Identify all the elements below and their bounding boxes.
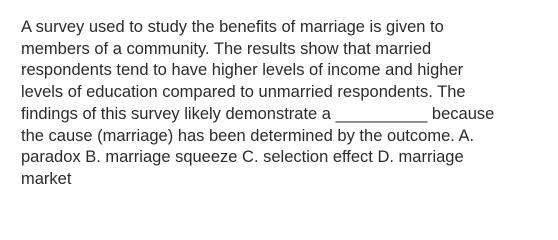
question-line: levels of education compared to unmarried respondents. The [21,83,466,102]
question-text [21,17,551,191]
question-line: members of a community. The results show that married [21,39,432,58]
question-line: respondents tend to have higher levels of income and higher [21,61,464,80]
question-line: market [21,169,72,188]
question-line: A survey used to study the benefits of marriage is given to [21,18,444,36]
question-line: findings of this survey likely demonstrate a __________ because [21,104,495,123]
question-line: the cause (marriage) has been determined by the outcome. A. [21,126,475,145]
question-line: paradox B. marriage squeeze C. selection effect D. marriage [21,148,464,167]
